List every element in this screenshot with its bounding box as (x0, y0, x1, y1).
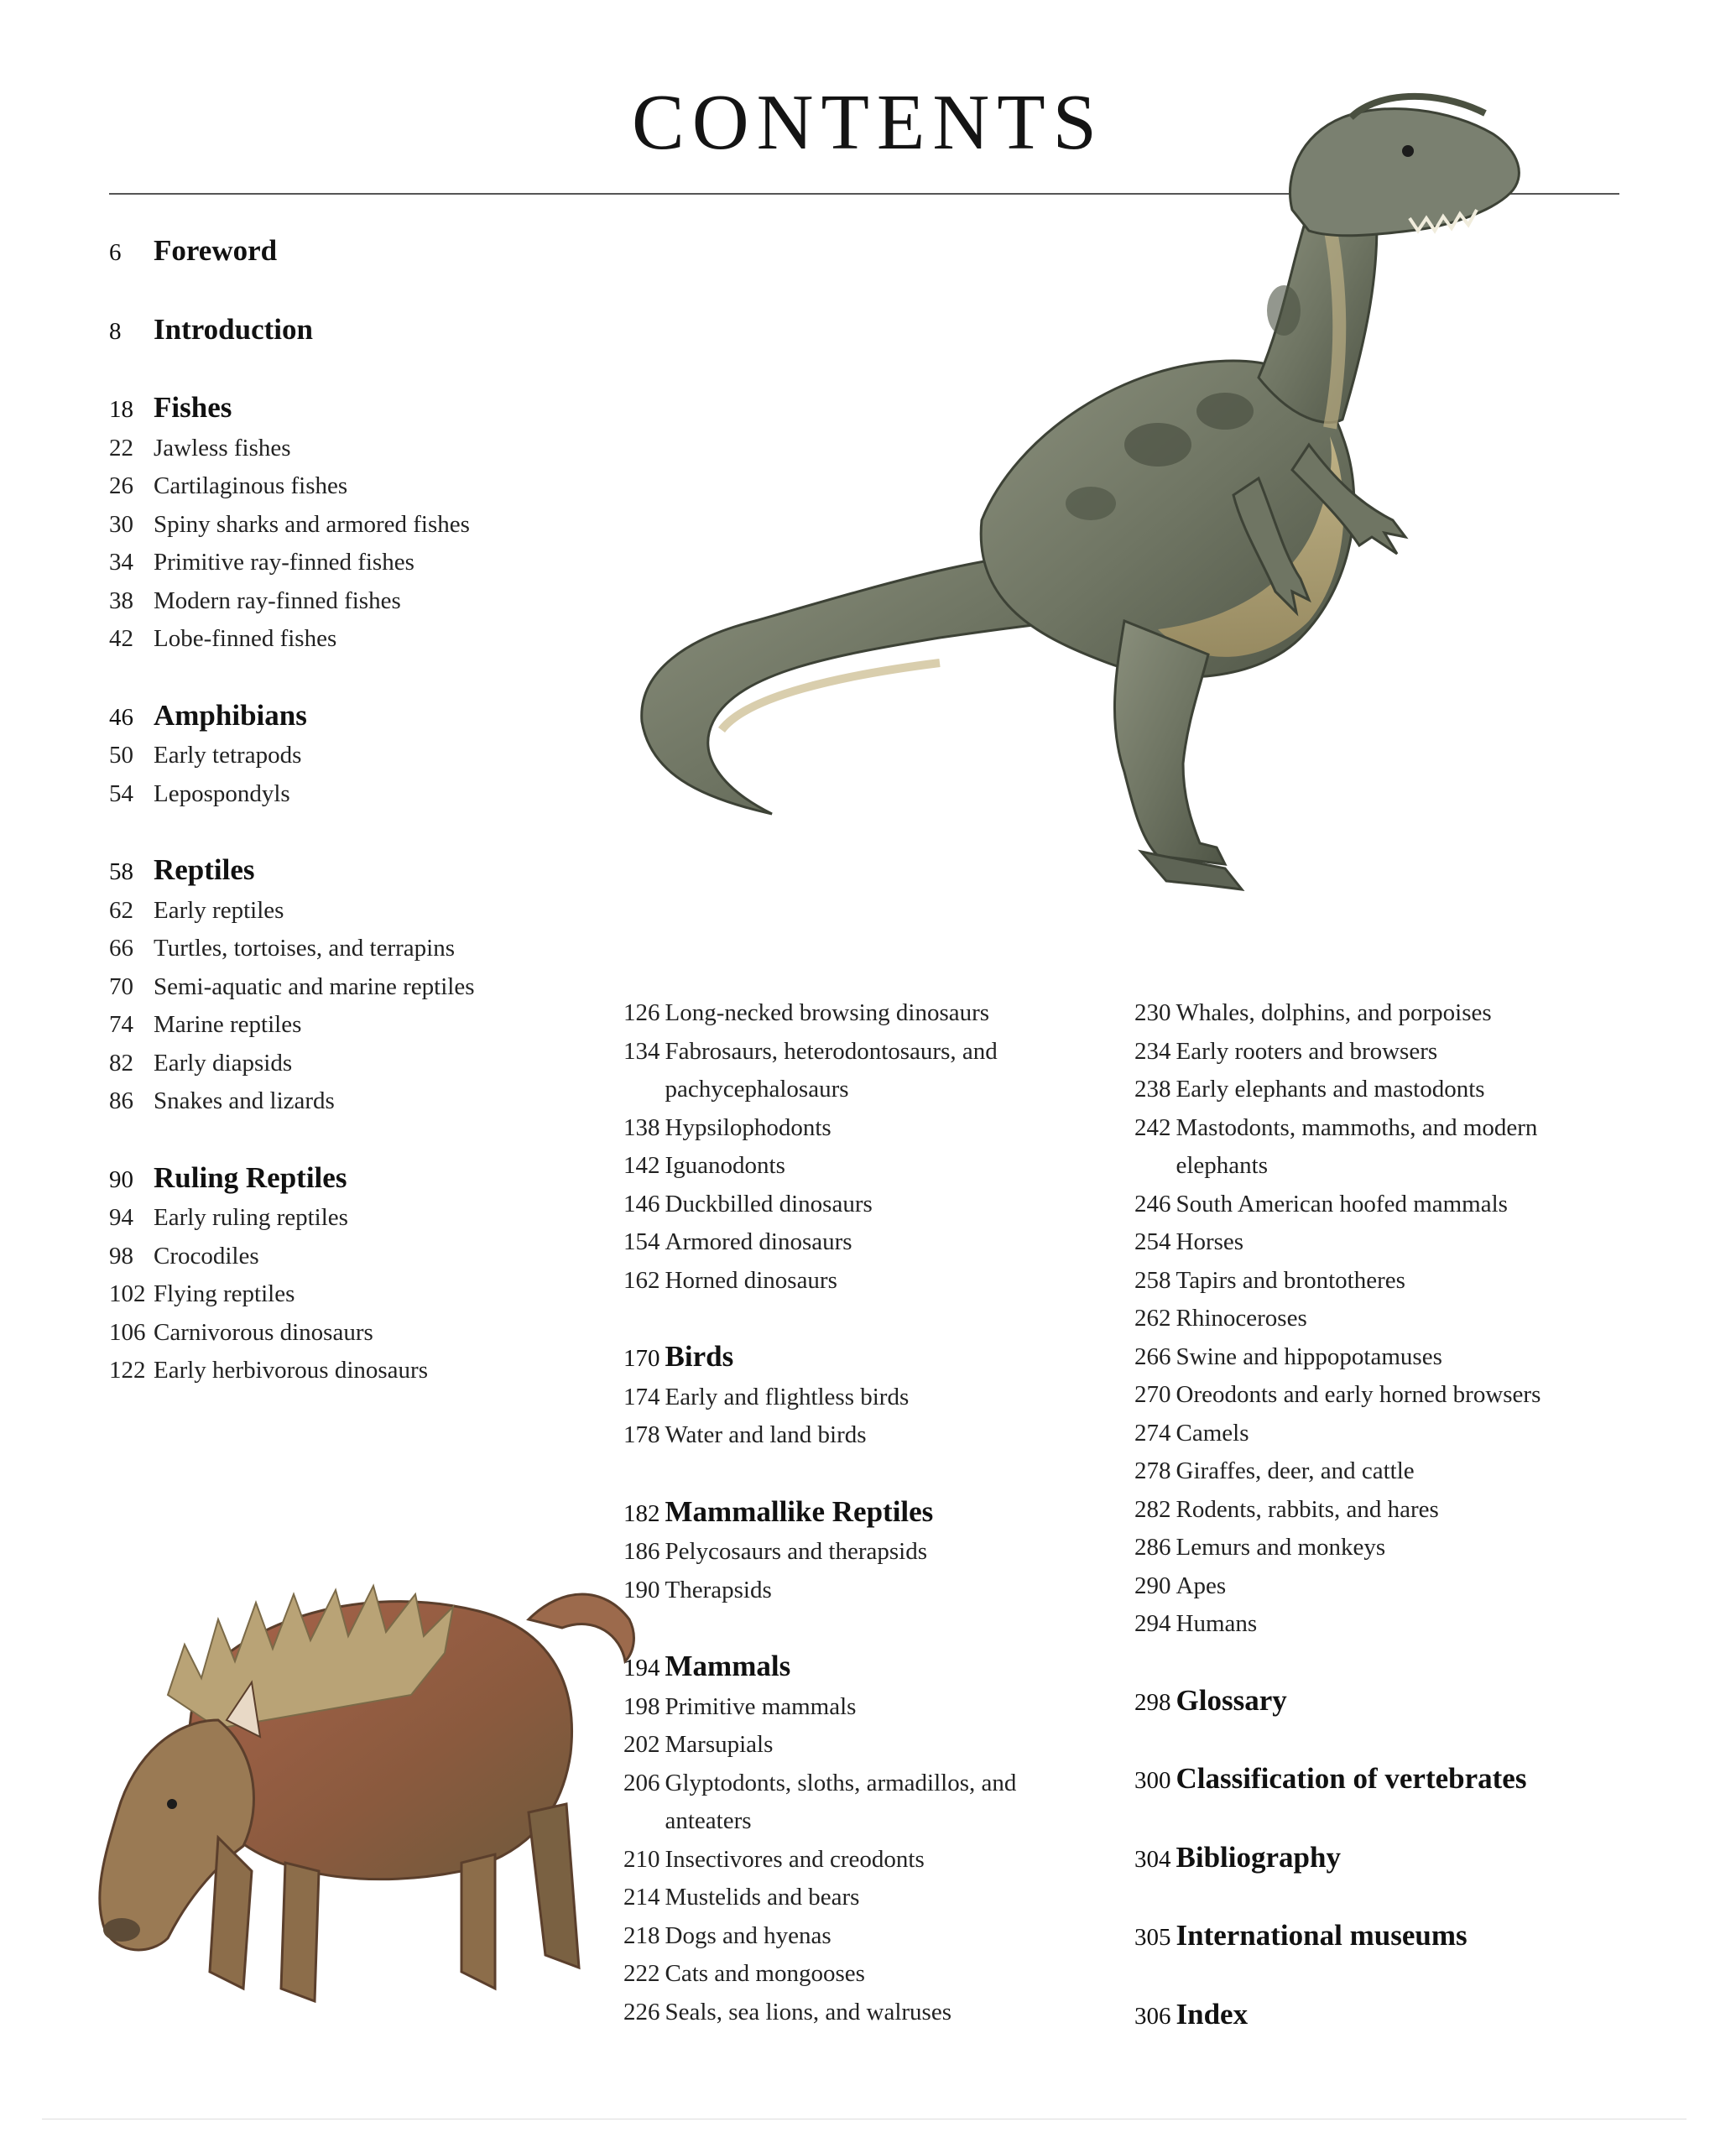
entry-title: Crocodiles (154, 1242, 259, 1270)
toc-section-heading (623, 1493, 1127, 1534)
page-number: 298 (1134, 1688, 1171, 1716)
section-title: Fishes (154, 391, 232, 424)
page-number: 266 (1134, 1342, 1171, 1370)
entry-title: Duckbilled dinosaurs (665, 1190, 873, 1217)
page-number: 238 (1134, 1076, 1171, 1103)
entry-title: Horses (1176, 1228, 1244, 1255)
toc-section-heading (1134, 1760, 1655, 1801)
page-number: 270 (1134, 1381, 1171, 1408)
page-number: 290 (1134, 1572, 1171, 1599)
section-gap (623, 1455, 1127, 1493)
page-number: 94 (109, 1204, 133, 1231)
section-gap (1134, 1722, 1655, 1760)
page-number: 98 (109, 1242, 133, 1270)
entry-title: Cartilaginous fishes (154, 472, 348, 499)
toc-entry (109, 1082, 604, 1121)
page-number: 50 (109, 742, 133, 769)
page-number: 74 (109, 1011, 133, 1038)
page-number: 178 (623, 1421, 660, 1448)
section-title: Mammals (665, 1650, 791, 1682)
section-gap (1134, 1644, 1655, 1681)
entry-title: Camels (1176, 1419, 1249, 1447)
page-number: 154 (623, 1228, 660, 1255)
entry-title: Turtles, tortoises, and terrapins (154, 935, 455, 962)
page-number: 242 (1134, 1113, 1171, 1141)
entry-title-continuation: anteaters (665, 1807, 752, 1834)
page-number: 22 (109, 434, 133, 461)
section-title: International museums (1176, 1919, 1468, 1952)
entry-title: Cats and mongooses (665, 1960, 865, 1987)
page-number: 90 (109, 1165, 133, 1193)
section-title: Foreword (154, 234, 278, 267)
page-number: 58 (109, 858, 133, 885)
page-number: 282 (1134, 1495, 1171, 1523)
toc-section-heading (1134, 1838, 1655, 1880)
section-title: Index (1176, 1997, 1249, 2031)
page-number: 254 (1134, 1228, 1171, 1255)
page-number: 38 (109, 587, 133, 614)
toc-entry (1134, 1491, 1655, 1530)
page-number: 146 (623, 1190, 660, 1217)
section-gap (1134, 1958, 1655, 1995)
section-gap (1134, 1879, 1655, 1916)
section-gap (1134, 1801, 1655, 1838)
entry-title: Mustelids and bears (665, 1884, 860, 1911)
toc-section-heading (109, 388, 604, 430)
section-gap (623, 1300, 1127, 1337)
entry-title: Carnivorous dinosaurs (154, 1318, 373, 1346)
toc-section-heading (109, 1159, 604, 1200)
toc-entry (623, 1955, 1127, 1994)
page-number: 194 (623, 1655, 660, 1681)
page-number: 230 (1134, 999, 1171, 1026)
toc-entry (623, 1879, 1127, 1917)
page-number: 304 (1134, 1845, 1171, 1873)
page-number: 190 (623, 1576, 660, 1603)
toc-entry (623, 1109, 1127, 1148)
entry-title: Armored dinosaurs (665, 1228, 852, 1255)
page-number: 222 (623, 1960, 660, 1987)
toc-entry (623, 1994, 1127, 2032)
page-number: 86 (109, 1087, 133, 1114)
page-number: 30 (109, 510, 133, 538)
section-gap (109, 1121, 604, 1159)
page-title: CONTENTS (632, 79, 1104, 166)
toc-entry (109, 506, 604, 545)
toc-entry (623, 1688, 1127, 1727)
page-number: 246 (1134, 1190, 1171, 1217)
toc-entry (109, 968, 604, 1007)
entry-title: Long-necked browsing dinosaurs (665, 999, 990, 1026)
toc-entry (623, 1379, 1127, 1417)
entry-title: Iguanodonts (665, 1152, 785, 1179)
toc-entry (623, 1262, 1127, 1301)
toc-entry (1134, 1605, 1655, 1644)
contents-column-3 (1134, 994, 1655, 2036)
entry-title: Glyptodonts, sloths, armadillos, and (665, 1769, 1017, 1796)
section-title: Ruling Reptiles (154, 1160, 347, 1194)
toc-entry (623, 1841, 1127, 1880)
entry-title: Early herbivorous dinosaurs (154, 1357, 428, 1384)
toc-entry (109, 775, 604, 814)
entry-title: Fabrosaurs, heterodontosaurs, and (665, 1037, 998, 1065)
section-gap (109, 813, 604, 851)
entry-title: Whales, dolphins, and porpoises (1176, 999, 1492, 1026)
entry-title: Modern ray-finned fishes (154, 587, 401, 614)
section-title: Classification of vertebrates (1176, 1762, 1527, 1795)
page-number: 198 (623, 1692, 660, 1720)
page-number: 206 (623, 1769, 660, 1796)
entry-title: Lepospondyls (154, 779, 290, 807)
page-number: 286 (1134, 1534, 1171, 1561)
page-number: 202 (623, 1731, 660, 1758)
page-number: 126 (623, 999, 660, 1026)
page-number: 186 (623, 1538, 660, 1565)
toc-entry (1134, 1338, 1655, 1377)
toc-entry (109, 737, 604, 775)
entry-title: Therapsids (665, 1576, 772, 1603)
page-number: 6 (109, 239, 122, 266)
section-title: Mammallike Reptiles (665, 1494, 934, 1528)
entry-title: Semi-aquatic and marine reptiles (154, 972, 475, 1000)
toc-entry (1134, 1452, 1655, 1491)
toc-entry (109, 1275, 604, 1314)
toc-entry (623, 1726, 1127, 1765)
section-title: Amphibians (154, 698, 307, 732)
toc-entry (623, 1765, 1127, 1841)
section-title: Bibliography (1176, 1840, 1341, 1874)
entry-title: Spiny sharks and armored fishes (154, 510, 470, 538)
toc-entry (1134, 1376, 1655, 1415)
toc-entry (1134, 1109, 1655, 1186)
entry-title: Primitive ray-finned fishes (154, 549, 414, 576)
toc-entry (109, 1352, 604, 1390)
page-number: 214 (623, 1884, 660, 1911)
toc-entry (1134, 1567, 1655, 1606)
entry-title: Apes (1176, 1572, 1227, 1599)
page-number: 306 (1134, 2002, 1171, 2030)
toc-entry (1134, 1186, 1655, 1224)
entry-title-continuation: elephants (1176, 1152, 1269, 1179)
entry-title: Humans (1176, 1610, 1258, 1637)
toc-entry (1134, 1529, 1655, 1567)
toc-entry (1134, 1300, 1655, 1338)
page-number: 106 (109, 1318, 146, 1346)
entry-title: Early rooters and browsers (1176, 1037, 1438, 1065)
section-gap (109, 273, 604, 310)
entry-title: Rhinoceroses (1176, 1305, 1307, 1332)
toc-entry (623, 1147, 1127, 1186)
toc-entry (109, 620, 604, 659)
section-gap (109, 351, 604, 388)
entry-title: Marine reptiles (154, 1011, 302, 1038)
toc-entry (1134, 1415, 1655, 1453)
contents-column-2 (623, 994, 1127, 2031)
entry-title: Rodents, rabbits, and hares (1176, 1495, 1439, 1523)
toc-entry (1134, 1033, 1655, 1071)
contents-column-1 (109, 232, 604, 1390)
entry-title: Pelycosaurs and therapsids (665, 1538, 927, 1565)
toc-entry (109, 430, 604, 468)
page-number: 300 (1134, 1767, 1171, 1794)
entry-title: Early reptiles (154, 896, 284, 924)
page-number: 42 (109, 625, 133, 652)
mammal-illustration (92, 1535, 646, 2022)
toc-entry (623, 1223, 1127, 1262)
page-number: 305 (1134, 1924, 1171, 1951)
toc-entry (623, 1033, 1127, 1109)
toc-entry (623, 1572, 1127, 1610)
entry-title: Early and flightless birds (665, 1383, 910, 1410)
entry-title-continuation: pachycephalosaurs (665, 1076, 849, 1103)
page-number: 18 (109, 396, 133, 423)
toc-section-heading (109, 696, 604, 738)
entry-title: Jawless fishes (154, 434, 291, 461)
page-number: 8 (109, 317, 122, 345)
page-number: 138 (623, 1113, 660, 1141)
section-gap (623, 1609, 1127, 1647)
section-title: Introduction (154, 312, 313, 346)
toc-entry (109, 1314, 604, 1353)
toc-entry (1134, 1071, 1655, 1109)
entry-title: Early diapsids (154, 1049, 293, 1077)
toc-entry (1134, 994, 1655, 1033)
page-number: 226 (623, 1998, 660, 2025)
page-number: 62 (109, 896, 133, 924)
page-number: 210 (623, 1845, 660, 1873)
page-number: 34 (109, 549, 133, 576)
entry-title: Tapirs and brontotheres (1176, 1266, 1405, 1294)
toc-entry (109, 467, 604, 506)
entry-title: Early ruling reptiles (154, 1204, 348, 1231)
toc-entry (623, 994, 1127, 1033)
page-number: 258 (1134, 1266, 1171, 1294)
entry-title: Snakes and lizards (154, 1087, 335, 1114)
page-number: 218 (623, 1921, 660, 1949)
entry-title: Dogs and hyenas (665, 1921, 832, 1949)
page-number: 82 (109, 1049, 133, 1077)
toc-entry (623, 1186, 1127, 1224)
page-number: 142 (623, 1152, 660, 1179)
toc-entry (1134, 1262, 1655, 1301)
page-number: 66 (109, 935, 133, 962)
section-title: Glossary (1176, 1683, 1287, 1717)
page-number: 46 (109, 703, 133, 731)
page-number: 162 (623, 1266, 660, 1294)
section-gap (109, 659, 604, 696)
toc-entry (109, 582, 604, 621)
toc-section-heading (623, 1647, 1127, 1688)
page-number: 70 (109, 972, 133, 1000)
toc-section-heading (1134, 1995, 1655, 2036)
page-number: 262 (1134, 1305, 1171, 1332)
page-number: 182 (623, 1499, 660, 1527)
toc-section-heading (623, 1337, 1127, 1379)
toc-entry (1134, 1223, 1655, 1262)
section-title: Reptiles (154, 853, 255, 886)
toc-section-heading (109, 232, 604, 273)
page-number: 26 (109, 472, 133, 499)
toc-entry (109, 544, 604, 582)
entry-title: Oreodonts and early horned browsers (1176, 1381, 1541, 1408)
entry-title: Primitive mammals (665, 1692, 857, 1720)
toc-entry (109, 1199, 604, 1238)
page-number: 122 (109, 1357, 146, 1384)
entry-title: Early elephants and mastodonts (1176, 1076, 1485, 1103)
page-number: 274 (1134, 1419, 1171, 1447)
toc-entry (623, 1533, 1127, 1572)
dinosaur-illustration (621, 84, 1527, 915)
toc-entry (109, 1006, 604, 1045)
page-number: 170 (623, 1345, 660, 1372)
toc-entry (623, 1917, 1127, 1956)
page-number: 174 (623, 1383, 660, 1410)
entry-title: Mastodonts, mammoths, and modern (1176, 1113, 1538, 1141)
section-title: Birds (665, 1340, 734, 1373)
entry-title: Flying reptiles (154, 1280, 295, 1307)
toc-section-heading (109, 851, 604, 892)
entry-title: Lobe-finned fishes (154, 625, 337, 652)
entry-title: Early tetrapods (154, 742, 302, 769)
toc-entry (623, 1416, 1127, 1455)
toc-section-heading (1134, 1916, 1655, 1958)
entry-title: Hypsilophodonts (665, 1113, 832, 1141)
toc-entry (109, 1045, 604, 1083)
entry-title: Seals, sea lions, and walruses (665, 1998, 951, 2025)
page-number: 102 (109, 1280, 146, 1307)
entry-title: Swine and hippopotamuses (1176, 1342, 1442, 1370)
page-number: 134 (623, 1037, 660, 1065)
entry-title: Marsupials (665, 1731, 774, 1758)
page-number: 294 (1134, 1610, 1171, 1637)
entry-title: Insectivores and creodonts (665, 1845, 925, 1873)
toc-entry (109, 1238, 604, 1276)
entry-title: South American hoofed mammals (1176, 1190, 1508, 1217)
page-number: 54 (109, 779, 133, 807)
toc-entry (109, 930, 604, 968)
entry-title: Giraffes, deer, and cattle (1176, 1457, 1415, 1484)
entry-title: Horned dinosaurs (665, 1266, 837, 1294)
entry-title: Lemurs and monkeys (1176, 1534, 1386, 1561)
page-number: 278 (1134, 1457, 1171, 1484)
toc-section-heading (1134, 1681, 1655, 1723)
toc-section-heading (109, 310, 604, 352)
entry-title: Water and land birds (665, 1421, 867, 1448)
toc-entry (109, 892, 604, 931)
page-number: 234 (1134, 1037, 1171, 1065)
